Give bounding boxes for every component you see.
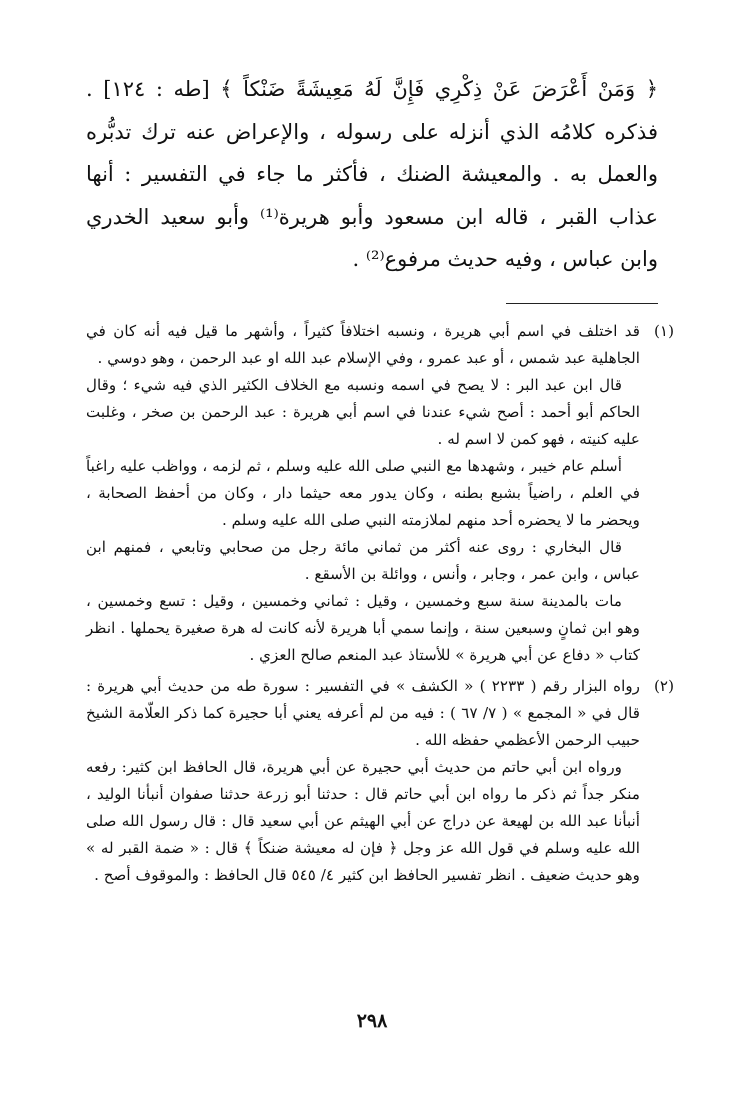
- footnote-1: [86, 318, 674, 669]
- footnote-paragraph: مات بالمدينة سنة سبع وخمسين ، وقيل : ثماني وخمسين ، وقيل : تسع وخمسين ، وهو ابن ثمانٍ وسبعين سنة ، وإنما سمي أبا هريرة لأنه كانت له هرة صغيرة يحملها . انظر كتاب « دفاع عن أبي هريرة » للأستاذ عبد المنعم صالح العزي .: [86, 592, 640, 664]
- footnotes: [86, 318, 674, 893]
- footnote-paragraph: ورواه ابن أبي حاتم من حديث أبي حجيرة عن أبي هريرة، قال الحافظ ابن كثير: رفعه منكر جداً ثم ذكر ما رواه ابن أبي حاتم قال : حدثنا أبو زرعة حدثنا صفوان أنبأنا الوليد ، أنبأنا عبد الله بن لهيعة عن دراج عن أبي الهيثم عن أبي سعيد قال : قال رسول الله صلى الله عليه وسلم في قول الله عز وجل ﴿ فإن له معيشة ضنكاً ﴾ قال : « ضمة القبر له » وهو حديث ضعيف . انظر تفسير الحافظ ابن كثير ٤/ ٥٤٥ قال الحافظ : والموقوف أصح .: [86, 758, 640, 884]
- footnote-number: (١): [653, 322, 674, 340]
- main-paragraph: ﴿ وَمَنْ أَعْرَضَ عَنْ ذِكْرِي فَإِنَّ لَهُ مَعِيشَةً ضَنْكاً ﴾ [طه : ١٢٤] . فذكره كلامُه الذي أنزله على رسوله ، والإعراض عنه ترك تدبُّره والعمل به . والمعيشة الضنك ، فأكثر ما جاء في التفسير : أنها عذاب القبر ، قاله ابن مسعود وأبو هريرة⁽¹⁾ وأبو سعيد الخدري وابن عباس ، وفيه حديث مرفوع⁽²⁾ .: [86, 77, 659, 271]
- footnote-paragraph: رواه البزار رقم ( ٢٢٣٣ ) « الكشف » في التفسير : سورة طه من حديث أبي هريرة : قال في « المجمع » ( ٧/ ٦٧ ) : فيه من لم أعرفه يعني أبا حجيرة كما ذكر العلّامة الشيخ حبيب الرحمن الأعظمي حفظه الله .: [86, 677, 640, 749]
- footnote-number: (٢): [653, 677, 674, 695]
- footnote-paragraph: قال البخاري : روى عنه أكثر من ثماني مائة رجل من صحابي وتابعي ، فمنهم ابن عباس ، وابن عمر ، وجابر ، وأنس ، ووائلة بن الأسقع .: [86, 538, 640, 583]
- main-text: [86, 68, 658, 281]
- page-number: ٢٩٨: [356, 1010, 388, 1032]
- footnote-paragraph: قد اختلف في اسم أبي هريرة ، ونسبه اختلافاً كثيراً ، وأشهر ما قيل فيه أنه كان في الجاهلية عبد شمس ، أو عبد عمرو ، وفي الإسلام عبد الله او عبد الرحمن ، وهو دوسي .: [86, 322, 640, 367]
- footnote-separator: [506, 303, 658, 304]
- footnote-2: [86, 673, 674, 889]
- footnote-paragraph: قال ابن عبد البر : لا يصح في اسمه ونسبه مع الخلاف الكثير الذي فيه شيء ؛ وقال الحاكم أبو أحمد : أصح شيء عندنا في اسم أبي هريرة : عبد الرحمن بن صخر ، وغلبت عليه كنيته ، فهو كمن لا اسم له .: [86, 376, 640, 448]
- footnote-paragraph: أسلم عام خيبر ، وشهدها مع النبي صلى الله عليه وسلم ، ثم لزمه ، وواظب عليه راغباً في العلم ، راضياً بشبع بطنه ، وكان يدور معه حيثما دار ، وكان من أحفظ الصحابة ، ويحضر ما لا يحضره أحد منهم لملازمته النبي صلى الله عليه وسلم .: [86, 457, 640, 529]
